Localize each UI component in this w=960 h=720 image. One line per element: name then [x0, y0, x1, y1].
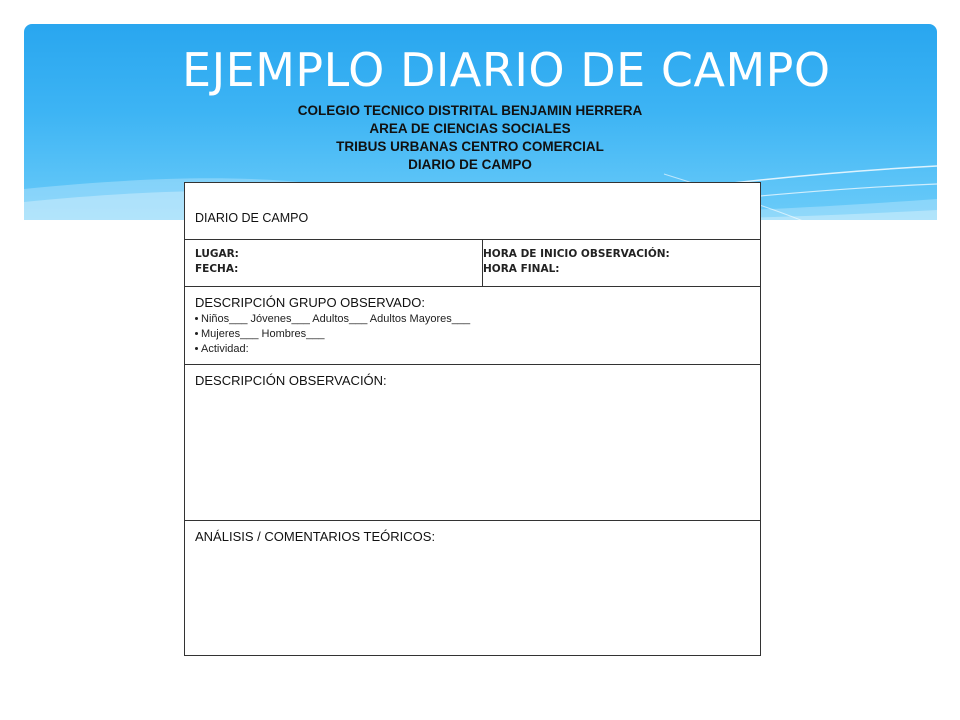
- document-type: DIARIO DE CAMPO: [408, 157, 532, 172]
- form-title: DIARIO DE CAMPO: [195, 211, 309, 225]
- bullet-icon: [195, 332, 198, 335]
- start-time-label: HORA DE INICIO OBSERVACIÓN:: [483, 248, 670, 260]
- analysis-section: [185, 521, 760, 655]
- list-item: Niños___ Jóvenes___ Adultos___ Adultos Mayores___: [195, 312, 470, 327]
- analysis-title: ANÁLISIS / COMENTARIOS TEÓRICOS:: [195, 529, 436, 544]
- time-cell: [483, 247, 670, 277]
- department-name: AREA DE CIENCIAS SOCIALES: [369, 121, 571, 136]
- end-time-label: HORA FINAL:: [483, 263, 560, 275]
- field-diary-form: [184, 182, 761, 656]
- list-item: Mujeres___ Hombres___: [195, 327, 470, 342]
- observation-section: [185, 365, 760, 521]
- bullet-icon: [195, 347, 198, 350]
- form-title-section: [185, 183, 760, 240]
- place-time-section: [185, 240, 760, 287]
- document-header: [150, 102, 790, 174]
- slide-title: EJEMPLO DIARIO DE CAMPO: [182, 43, 831, 97]
- group-checklist: [195, 312, 470, 357]
- observation-title: DESCRIPCIÓN OBSERVACIÓN:: [195, 373, 387, 388]
- place-label: LUGAR:: [195, 248, 239, 260]
- group-description-title: DESCRIPCIÓN GRUPO OBSERVADO:: [195, 295, 425, 310]
- school-name: COLEGIO TECNICO DISTRITAL BENJAMIN HERRERA: [297, 103, 643, 118]
- group-description-section: [185, 287, 760, 365]
- project-name: TRIBUS URBANAS CENTRO COMERCIAL: [336, 139, 604, 154]
- date-label: FECHA:: [195, 263, 239, 275]
- list-item: Actividad:: [195, 342, 470, 357]
- bullet-icon: [195, 317, 198, 320]
- place-date-cell: [185, 240, 483, 286]
